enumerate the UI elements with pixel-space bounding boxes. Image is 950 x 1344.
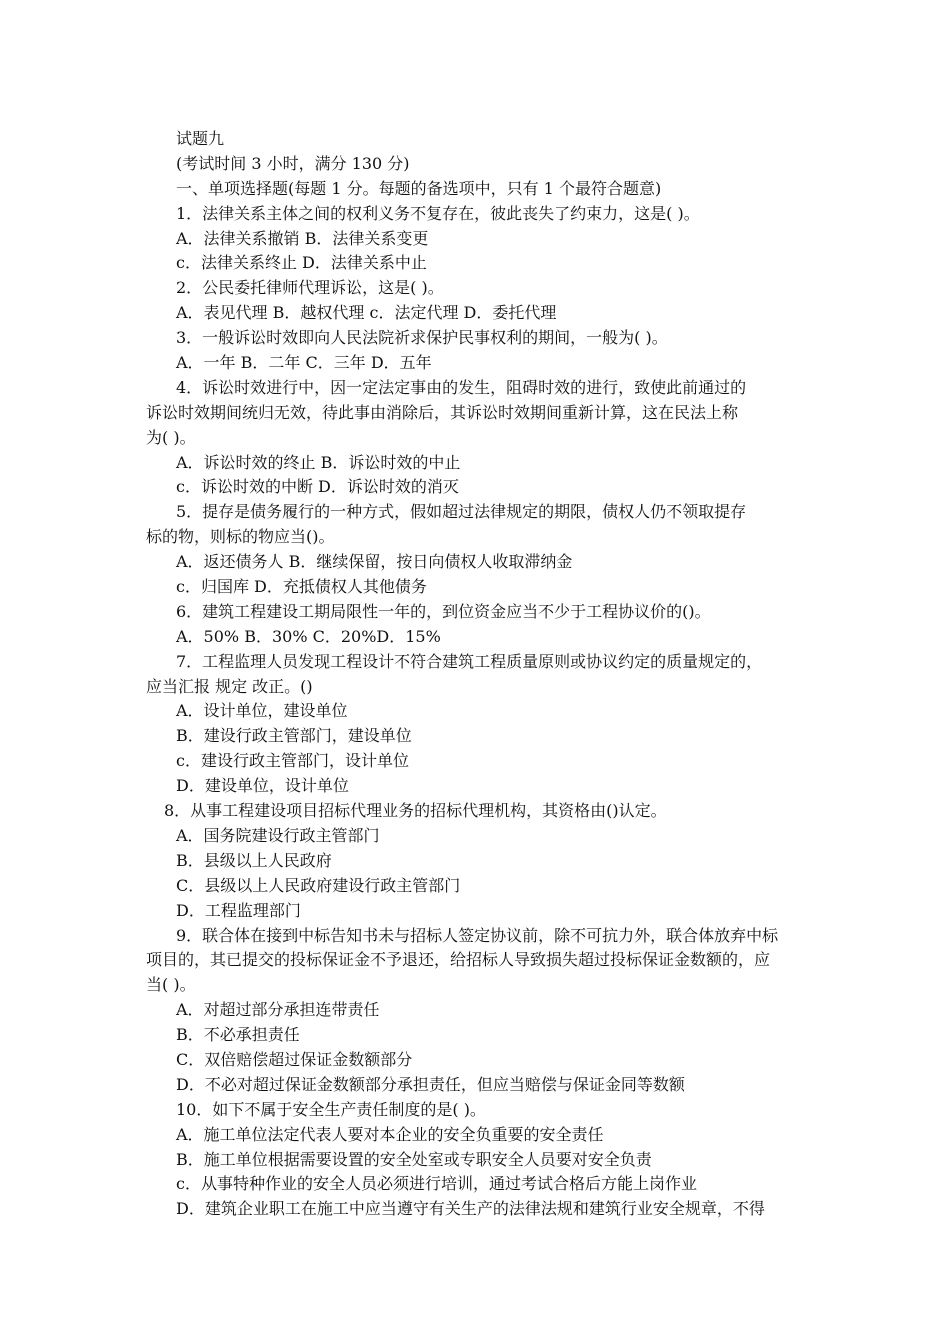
question-7-option-b: B．建设行政主管部门，建设单位 — [176, 726, 412, 746]
question-3-options-row-1: A．一年 B．二年 C．三年 D．五年 — [176, 353, 432, 373]
question-1-stem: 1．法律关系主体之间的权利义务不复存在，彼此丧失了约束力，这是( )。 — [176, 203, 700, 223]
question-7-option-c: c．建设行政主管部门，设计单位 — [176, 751, 409, 771]
question-5-options-row-1: A．返还债务人 B．继续保留，按日向债权人收取滞纳金 — [176, 552, 573, 572]
exam-content — [146, 127, 816, 1222]
question-4-stem-line-1: 4．诉讼时效进行中，因一定法定事由的发生，阻碍时效的进行，致使此前通过的 — [176, 377, 747, 397]
question-9-option-b: B．不必承担责任 — [176, 1025, 300, 1045]
question-6-stem: 6．建筑工程建设工期局限性一年的，到位资金应当不少于工程协议价的()。 — [176, 601, 711, 621]
question-9-stem-line-1: 9．联合体在接到中标告知书未与招标人签定协议前，除不可抗力外，联合体放弃中标 — [176, 925, 779, 945]
question-5-stem-line-1: 5．提存是债务履行的一种方式，假如超过法律规定的期限，债权人仍不领取提存 — [176, 502, 747, 522]
question-10-option-d: D．建筑企业职工在施工中应当遵守有关生产的法律法规和建筑行业安全规章，不得 — [176, 1199, 765, 1219]
question-5-options-row-2: c．归国库 D．充抵债权人其他债务 — [176, 577, 427, 597]
question-9-option-a: A．对超过部分承担连带责任 — [176, 1000, 380, 1020]
section-heading: 一、单项选择题(每题 1 分。每题的备选项中，只有 1 个最符合题意) — [176, 178, 662, 198]
question-7-option-a: A．设计单位，建设单位 — [176, 701, 348, 721]
question-9-stem-line-3: 当( )。 — [146, 975, 196, 995]
question-2-options-row-1: A．表见代理 B．越权代理 c．法定代理 D．委托代理 — [176, 303, 557, 323]
question-1-options-row-2: c．法律关系终止 D．法律关系中止 — [176, 253, 427, 273]
question-9-option-d: D．不必对超过保证金数额部分承担责任，但应当赔偿与保证金同等数额 — [176, 1074, 685, 1094]
question-7-stem-line-2: 应当汇报 规定 改正。() — [146, 676, 313, 696]
question-4-stem-line-3: 为( )。 — [146, 427, 196, 447]
question-10-option-c: c．从事特种作业的安全人员必须进行培训，通过考试合格后方能上岗作业 — [176, 1174, 697, 1194]
question-5-stem-line-2: 标的物，则标的物应当()。 — [146, 527, 335, 547]
question-6-options-row-1: A．50% B．30% C．20%D．15% — [176, 626, 441, 646]
question-8-option-d: D．工程监理部门 — [176, 900, 301, 920]
question-9-stem-line-2: 项目的，其已提交的投标保证金不予退还，给招标人导致损失超过投标保证金数额的，应 — [146, 950, 771, 970]
question-8-stem: 8．从事工程建设项目招标代理业务的招标代理机构，其资格由()认定。 — [164, 801, 667, 821]
question-8-option-c: C．县级以上人民政府建设行政主管部门 — [176, 875, 461, 895]
question-10-stem: 10．如下不属于安全生产责任制度的是( )。 — [176, 1099, 486, 1119]
question-4-options-row-1: A．诉讼时效的终止 B．诉讼时效的中止 — [176, 452, 461, 472]
question-4-stem-line-2: 诉讼时效期间统归无效，待此事由消除后，其诉讼时效期间重新计算，这在民法上称 — [146, 402, 739, 422]
question-2-stem: 2．公民委托律师代理诉讼，这是( )。 — [176, 278, 444, 298]
exam-title: 试题九 — [176, 129, 225, 148]
question-10-option-a: A．施工单位法定代表人要对本企业的安全负重要的安全责任 — [176, 1124, 604, 1144]
question-7-option-d: D．建设单位，设计单位 — [176, 776, 349, 796]
question-3-stem: 3．一般诉讼时效即向人民法院祈求保护民事权利的期间，一般为( )。 — [176, 328, 668, 348]
question-7-stem-line-1: 7．工程监理人员发现工程设计不符合建筑工程质量原则或协议约定的质量规定的， — [176, 651, 763, 671]
exam-info: (考试时间 3 小时，满分 130 分) — [176, 153, 410, 173]
question-9-option-c: C．双倍赔偿超过保证金数额部分 — [176, 1049, 413, 1069]
question-1-options-row-1: A．法律关系撤销 B．法律关系变更 — [176, 228, 429, 248]
question-8-option-b: B．县级以上人民政府 — [176, 850, 332, 870]
question-8-option-a: A．国务院建设行政主管部门 — [176, 825, 380, 845]
question-4-options-row-2: c．诉讼时效的中断 D．诉讼时效的消灭 — [176, 477, 459, 497]
question-10-option-b: B．施工单位根据需要设置的安全处室或专职安全人员要对安全负责 — [176, 1149, 652, 1169]
